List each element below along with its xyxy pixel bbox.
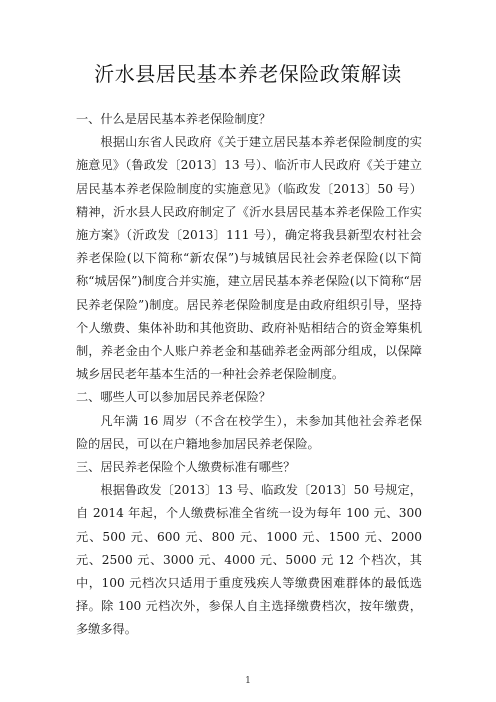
section-paragraph: 根据山东省人民政府《关于建立居民基本养老保险制度的实施意见》（鲁政发〔2013〕13 号）、临沂市人民政府《关于建立居民基本养老保险制度的实施意见》（临政发〔2013〕50 号）精神，沂水县人民政府制定了《沂水县居民基本养老保险工作实施方案》（沂政发〔2013〕111 号），确定将我县新型农村社会养老保险(以下简称“新农保”)与城镇居民社会养老保险(以下简称“城居保”)制度合并实施，建立居民基本养老保险(以下简称“居民养老保险”)制度。居民养老保险制度是由政府组织引导，坚持个人缴费、集体补助和其他资助、政府补贴相结合的资金筹集机制，养老金由个人账户养老金和基础养老金两部分组成，以保障城乡居民老年基本生活的一种社会养老保险制度。 — [76, 135, 422, 382]
section-2 — [76, 386, 422, 456]
section-3 — [76, 456, 422, 642]
document-body — [76, 108, 422, 642]
section-paragraph: 根据鲁政发〔2013〕13 号、临政发〔2013〕50 号规定，自 2014 年起，个人缴费标准全省统一设为每年 100 元、300 元、500 元、600 元、800 元、1000 元、1500 元、2000 元、2500 元、3000 元、4000 元、5000 元 12 个档次，其中，100 元档次只适用于重度残疾人等缴费困难群体的最低选择。除 100 元档次外，参保人自主选择缴费档次，按年缴费，多缴多得。 — [76, 483, 422, 637]
section-heading: 二、哪些人可以参加居民养老保险？ — [76, 390, 271, 405]
page-title: 沂水县居民基本养老保险政策解读 — [94, 62, 402, 86]
section-1 — [76, 108, 422, 386]
section-heading: 三、居民养老保险个人缴费标准有哪些？ — [76, 460, 296, 475]
page-number: 1 — [245, 676, 251, 686]
section-heading: 一、什么是居民基本养老保险制度？ — [76, 112, 271, 126]
section-paragraph: 凡年满 16 周岁（不含在校学生），未参加其他社会养老保险的居民，可以在户籍地参加居民养老保险。 — [76, 413, 422, 451]
